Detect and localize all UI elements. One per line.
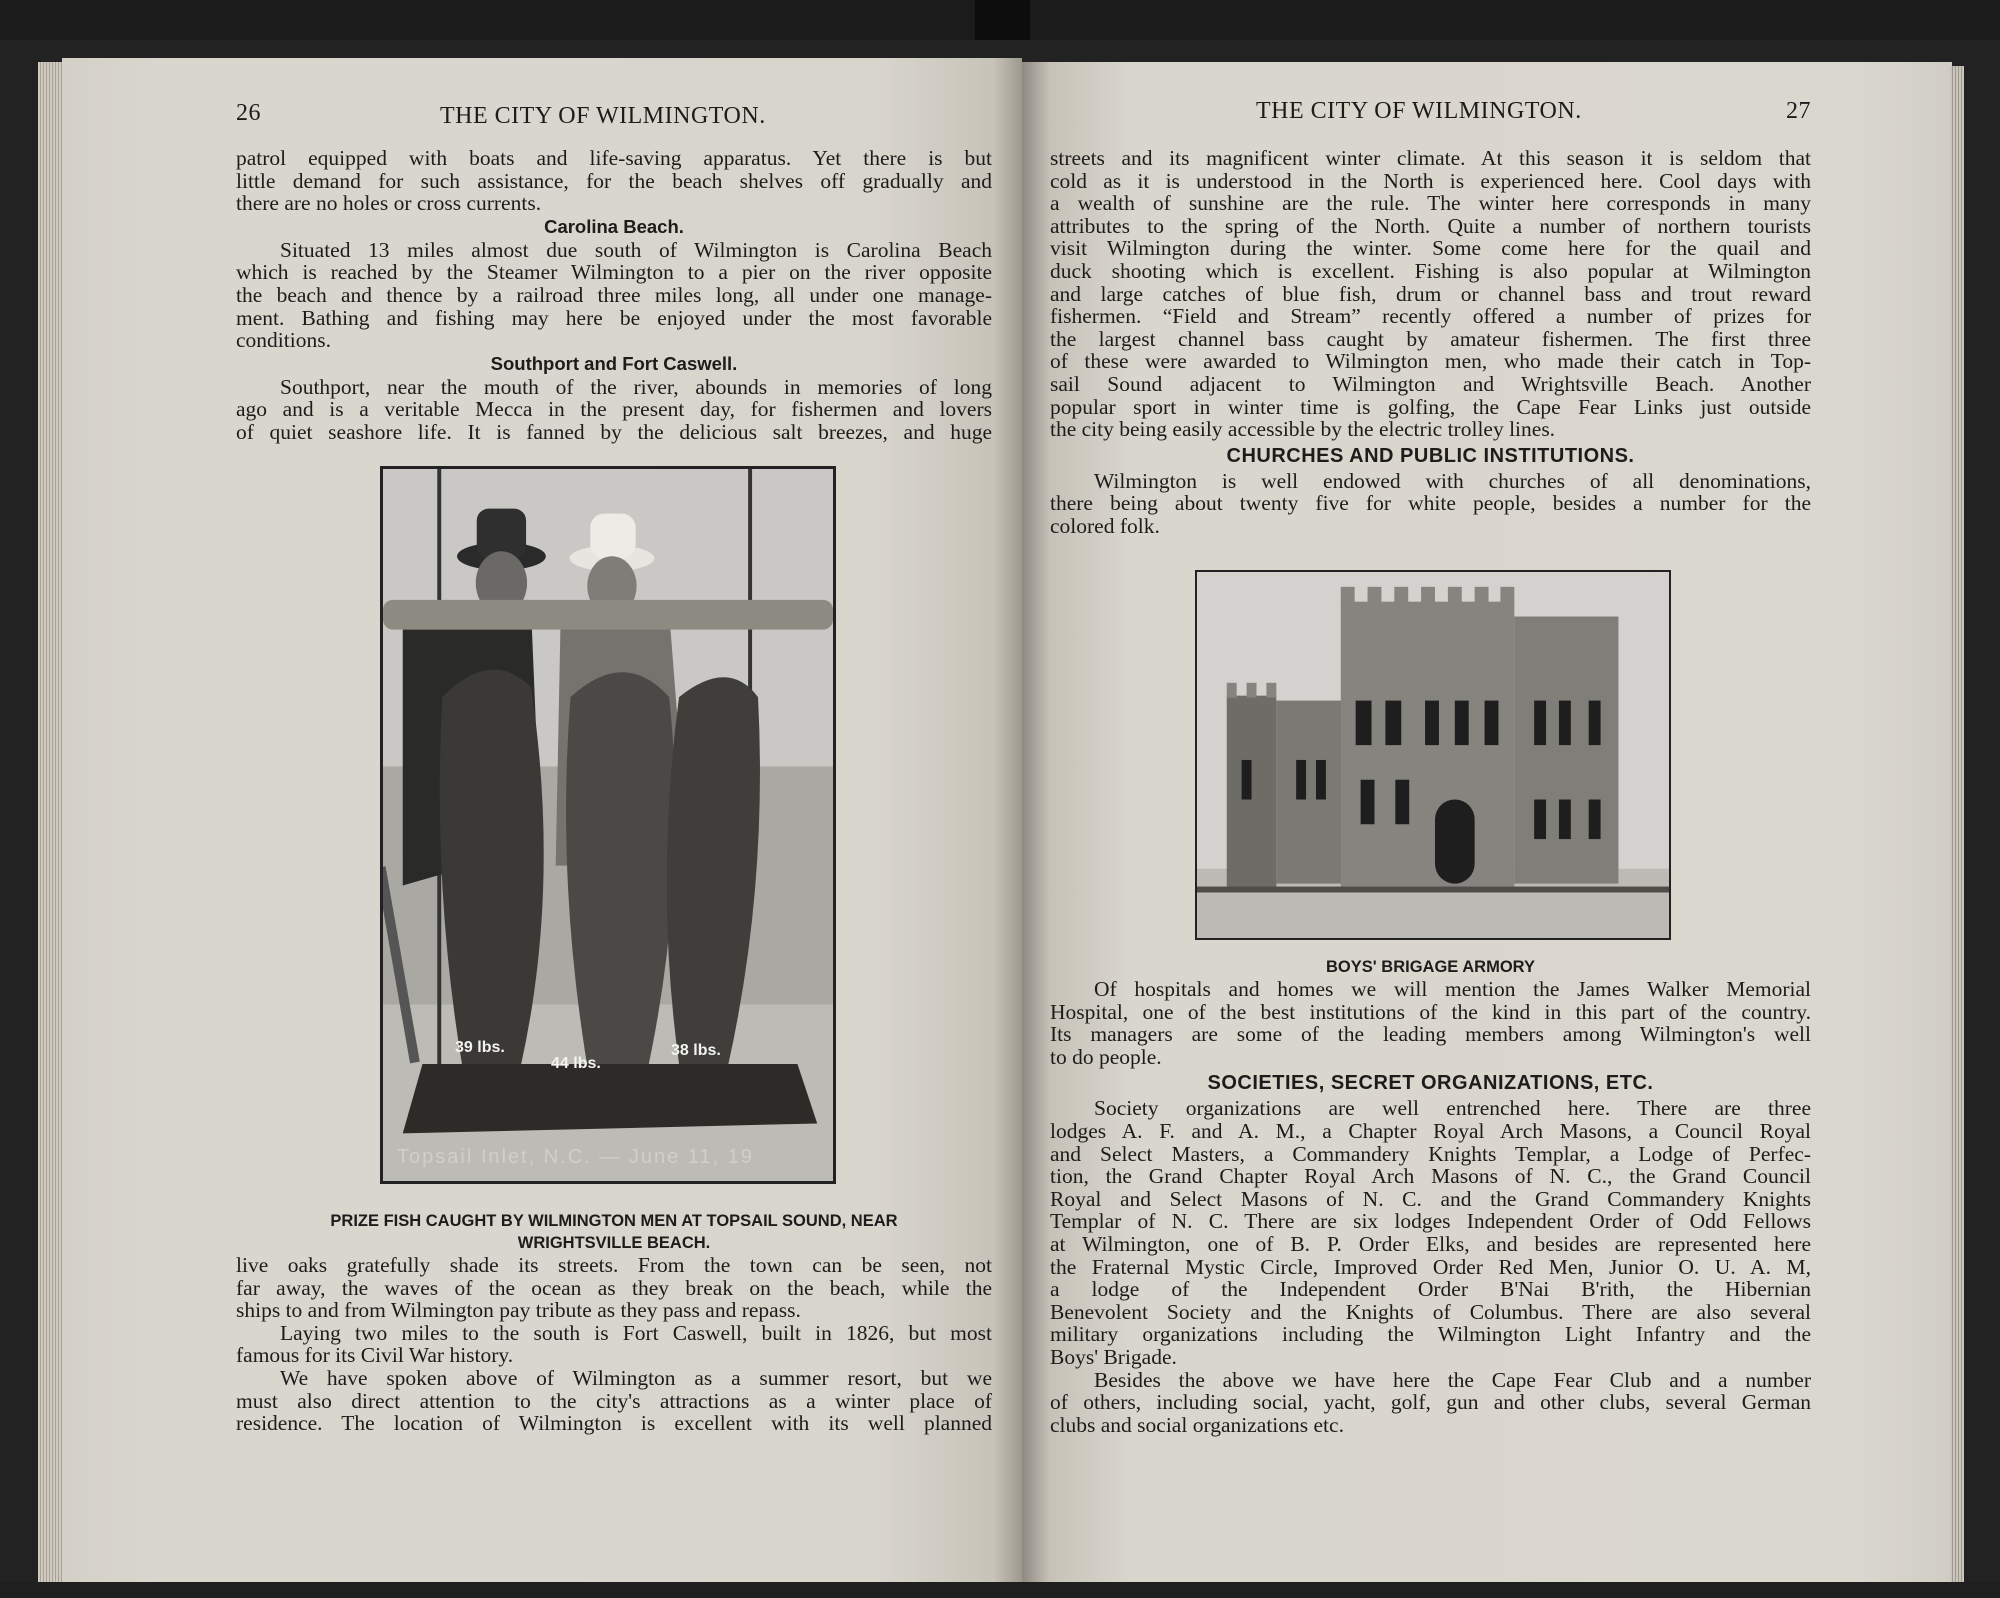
paragraph [1050,1369,1811,1437]
text-line: patrol equipped with boats and life-saving apparatus. Yet there is but [236,146,992,170]
text-line: there are no holes or cross currents. [236,191,542,216]
paragraph [236,1367,992,1435]
text-line: cold as it is understood in the North is experienced here. Cool days with [1050,168,1811,193]
text-line: far away, the waves of the ocean as they break on the beach, while the [236,1275,992,1300]
weight-label: 44 lbs. [551,1055,601,1072]
text-line: the Fraternal Mystic Circle, Improved Order Red Men, Junior O. U. A. M, [1050,1254,1811,1279]
paragraph [1050,147,1811,441]
text-line: of these were awarded to Wilmington men, who made their catch in Top- [1050,349,1811,374]
text-line: ago and is a veritable Mecca in the present day, for fishermen and lovers [236,397,992,422]
text-line: military organizations including the Wilmington Light Infantry and the [1050,1322,1811,1347]
text-line: Boys' Brigade. [1050,1344,1177,1369]
text-line: duck shooting which is excellent. Fishing is also popular at Wilmington [1050,258,1811,283]
left-bottom-text [236,1210,992,1435]
text-line: sail Sound adjacent to Wilmington and Wrightsville Beach. Another [1050,371,1811,396]
text-line: ships to and from Wilmington pay tribute as they pass and repass. [236,1298,801,1323]
text-line: conditions. [236,328,331,353]
section-heading: CHURCHES AND PUBLIC INSTITUTIONS. [1226,444,1635,467]
prize-fish-photo [380,466,836,1184]
text-line: fishermen. “Field and Stream” recently offered a number of prizes for [1050,304,1811,329]
page-edges-right [1950,66,1964,1586]
text-line: Of hospitals and homes we will mention the James Walker Memorial [1094,977,1811,1001]
text-line: ment. Bathing and fishing may here be enjoyed under the most favorable [236,305,992,330]
book-spine [975,0,1030,40]
text-line: of others, including social, yacht, golf, gun and other clubs, several German [1050,1390,1811,1415]
text-line: the city being easily accessible by the electric trolley lines. [1050,417,1556,442]
right-bottom-text [1050,956,1811,1436]
text-line: at Wilmington, one of B. P. Order Elks, and besides are represented here [1050,1231,1811,1256]
running-head: THE CITY OF WILMINGTON. [440,103,766,129]
right-top-text [1050,147,1811,538]
text-line: Benevolent Society and the Knights of Columbus. There are also several [1050,1299,1811,1324]
text-line: there being about twenty five for white people, besides a number for the [1050,491,1811,516]
paragraph [236,1322,992,1367]
text-line: popular sport in winter time is golfing, the Cape Fear Links just outside [1050,394,1811,419]
text-line: famous for its Civil War history. [236,1343,514,1368]
text-line: Hospital, one of the best institutions of the kind in this part of the country. [1050,999,1811,1024]
text-line: little demand for such assistance, for the beach shelves off gradually and [236,168,992,193]
text-line: Laying two miles to the south is Fort Caswell, built in 1826, but most [280,1320,992,1345]
running-head: THE CITY OF WILMINGTON. [1256,98,1582,124]
text-line: the largest channel bass caught by amateur fishermen. The first three [1050,326,1811,351]
text-line: of quiet seashore life. It is fanned by the delicious salt breezes, and huge [236,419,992,444]
text-line: the beach and thence by a railroad three miles long, all under one manage- [236,282,992,307]
section-heading: SOCIETIES, SECRET ORGANIZATIONS, ETC. [1207,1072,1654,1095]
text-line: attributes to the spring of the North. Quite a number of northern tourists [1050,213,1811,238]
paragraph [236,376,992,444]
text-line: Its managers are some of the leading members among Wilmington's well [1050,1022,1811,1047]
section-heading: Southport and Fort Caswell. [490,352,738,374]
fish-photo-image [383,469,833,1181]
text-line: streets and its magnificent winter climate. At this season it is seldom that [1050,146,1811,170]
text-line: a wealth of sunshine are the rule. The winter here corresponds in many [1050,191,1811,216]
section-heading: Carolina Beach. [544,215,684,237]
photo-inscription: Topsail Inlet, N.C. — June 11, 19 [397,1146,754,1168]
text-line: Besides the above we have here the Cape Fear Club and a number [1094,1367,1811,1392]
caption-line: BOYS' BRIGAGE ARMORY [1326,958,1535,976]
paragraph [236,239,992,352]
weight-label: 39 lbs. [455,1039,505,1056]
figure-caption [236,1210,992,1254]
figure-caption [1050,956,1811,978]
text-line: to do people. [1050,1044,1162,1069]
text-line: Southport, near the mouth of the river, abounds in memories of long [280,374,992,399]
text-line: and large catches of blue fish, drum or channel bass and trout reward [1050,281,1811,306]
page-number: 27 [1786,98,1811,124]
text-line: Situated 13 miles almost due south of Wilmington is Carolina Beach [280,237,992,262]
paragraph [1050,1097,1811,1368]
text-line: Royal and Select Masons of N. C. and the Grand Commandery Knights [1050,1186,1811,1211]
text-line: must also direct attention to the city's attractions as a winter place of [236,1388,992,1413]
text-line: live oaks gratefully shade its streets. From the town can be seen, not [236,1253,992,1277]
armory-photo [1195,570,1671,940]
text-line: which is reached by the Steamer Wilmington to a pier on the river opposite [236,260,992,285]
text-line: We have spoken above of Wilmington as a summer resort, but we [280,1365,992,1390]
caption-line: WRIGHTSVILLE BEACH. [517,1234,711,1252]
text-line: residence. The location of Wilmington is excellent with its well planned [236,1411,992,1436]
paragraph [236,147,992,215]
text-line: clubs and social organizations etc. [1050,1412,1344,1437]
text-line: lodges A. F. and A. M., a Chapter Royal Arch Masons, a Council Royal [1050,1118,1811,1143]
paragraph [1050,978,1811,1068]
page-number: 26 [236,100,261,126]
paragraph [1050,470,1811,538]
text-line: Templar of N. C. There are six lodges Independent Order of Odd Fellows [1050,1209,1811,1234]
left-top-text [236,147,992,444]
text-line: a lodge of the Independent Order B'Nai B'rith, the Hibernian [1050,1277,1811,1302]
armory-building-image [1197,572,1669,938]
text-line: visit Wilmington during the winter. Some come here for the quail and [1050,236,1811,261]
scan-background-bottom [0,1582,2000,1598]
text-line: Society organizations are well entrenched here. There are three [1094,1096,1811,1121]
text-line: tion, the Grand Chapter Royal Arch Masons of N. C., the Grand Council [1050,1164,1811,1189]
text-line: colored folk. [1050,513,1160,538]
paragraph [236,1254,992,1322]
text-line: and Select Masters, a Commandery Knights Templar, a Lodge of Perfec- [1050,1141,1811,1166]
weight-label: 38 lbs. [671,1042,721,1059]
text-line: Wilmington is well endowed with churches of all denominations, [1094,468,1811,493]
caption-line: PRIZE FISH CAUGHT BY WILMINGTON MEN AT TOPSAIL SOUND, NEAR [330,1212,898,1230]
